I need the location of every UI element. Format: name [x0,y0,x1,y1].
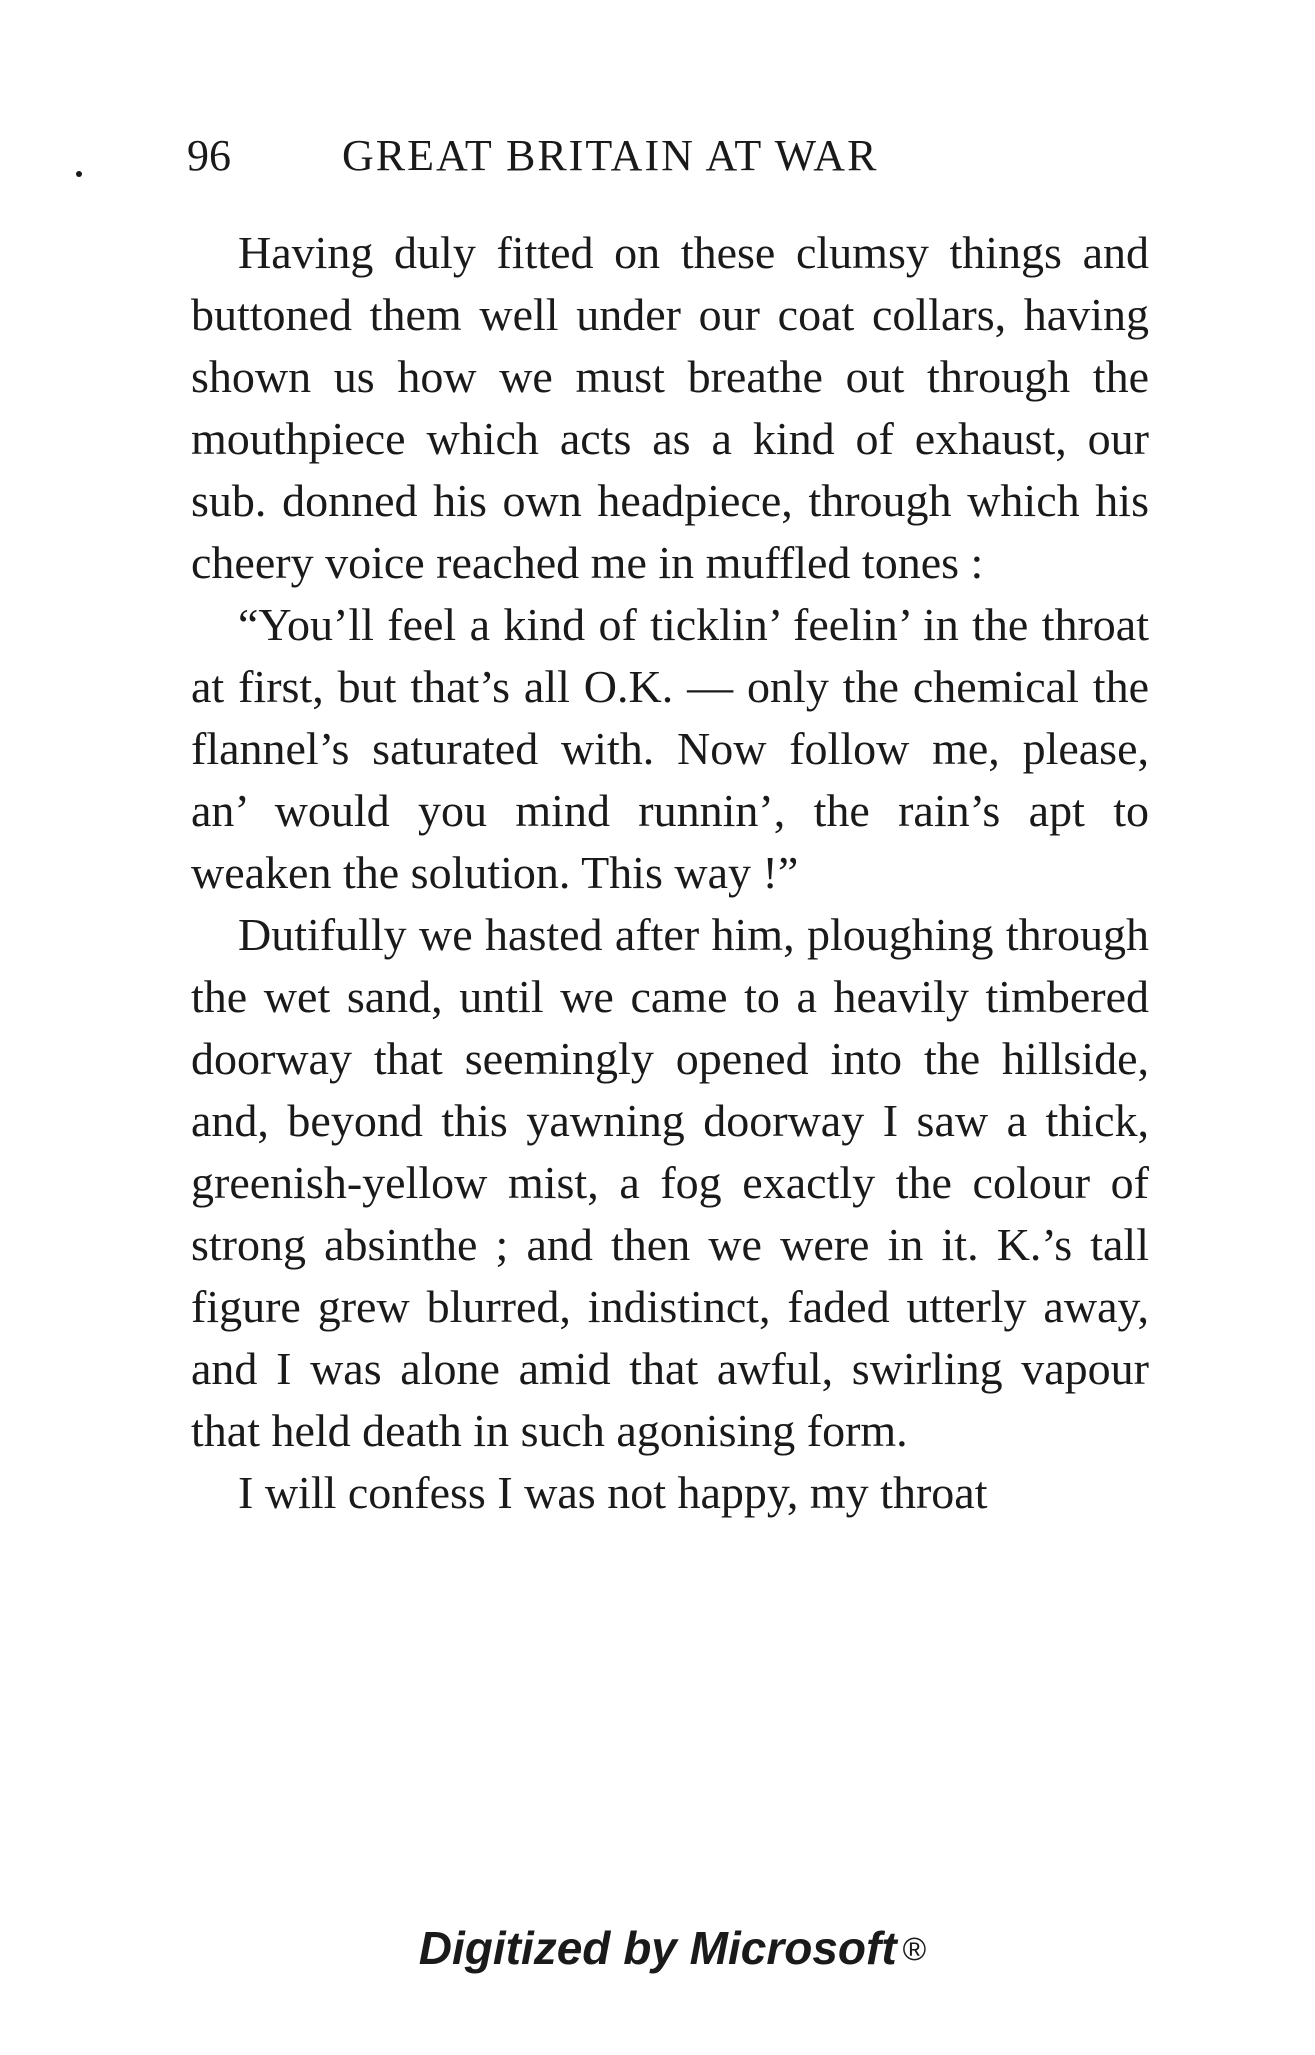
digitized-watermark [0,1918,1315,1979]
paragraph: I will confess I was not happy, my throat [238,1467,988,1518]
registered-mark: ® [902,1931,927,1967]
page-number: 96 [187,131,231,180]
paragraph: Dutifully we hasted after him, ploughing through the wet sand, until we came to a heavily timbered doorway that seemingly opened into the hillside, and, beyond this yawning doorway I saw a thick, greenish-yellow mist, a fog exactly the colour of strong absinthe ; and then we were in it. K.’s tall figure grew blurred, indistinct, faded utterly away, and I was alone amid that awful, swirling vapour that held death in such agonising form. [191,909,1149,1456]
body-text [191,222,1149,1524]
paragraph: “You’ll feel a kind of ticklin’ feelin’ in the throat at first, but that’s all O.K. — only the chemical the flannel’s saturated with. Now follow me, please, an’ would you mind runnin’, the rain’s apt to weaken the solution. This way !” [191,599,1149,898]
watermark-text: Digitized by Microsoft [418,1922,897,1974]
paragraph: Having duly fitted on these clumsy things and buttoned them well under our coat collars, having shown us how we must breathe out through the mouthpiece which acts as a kind of exhaust, our sub. donned his own headpiece, through which his cheery voice reached me in muffled tones : [191,227,1149,588]
page-header [187,126,1167,186]
running-title: GREAT BRITAIN AT WAR [342,131,879,180]
stray-dot [76,171,82,177]
